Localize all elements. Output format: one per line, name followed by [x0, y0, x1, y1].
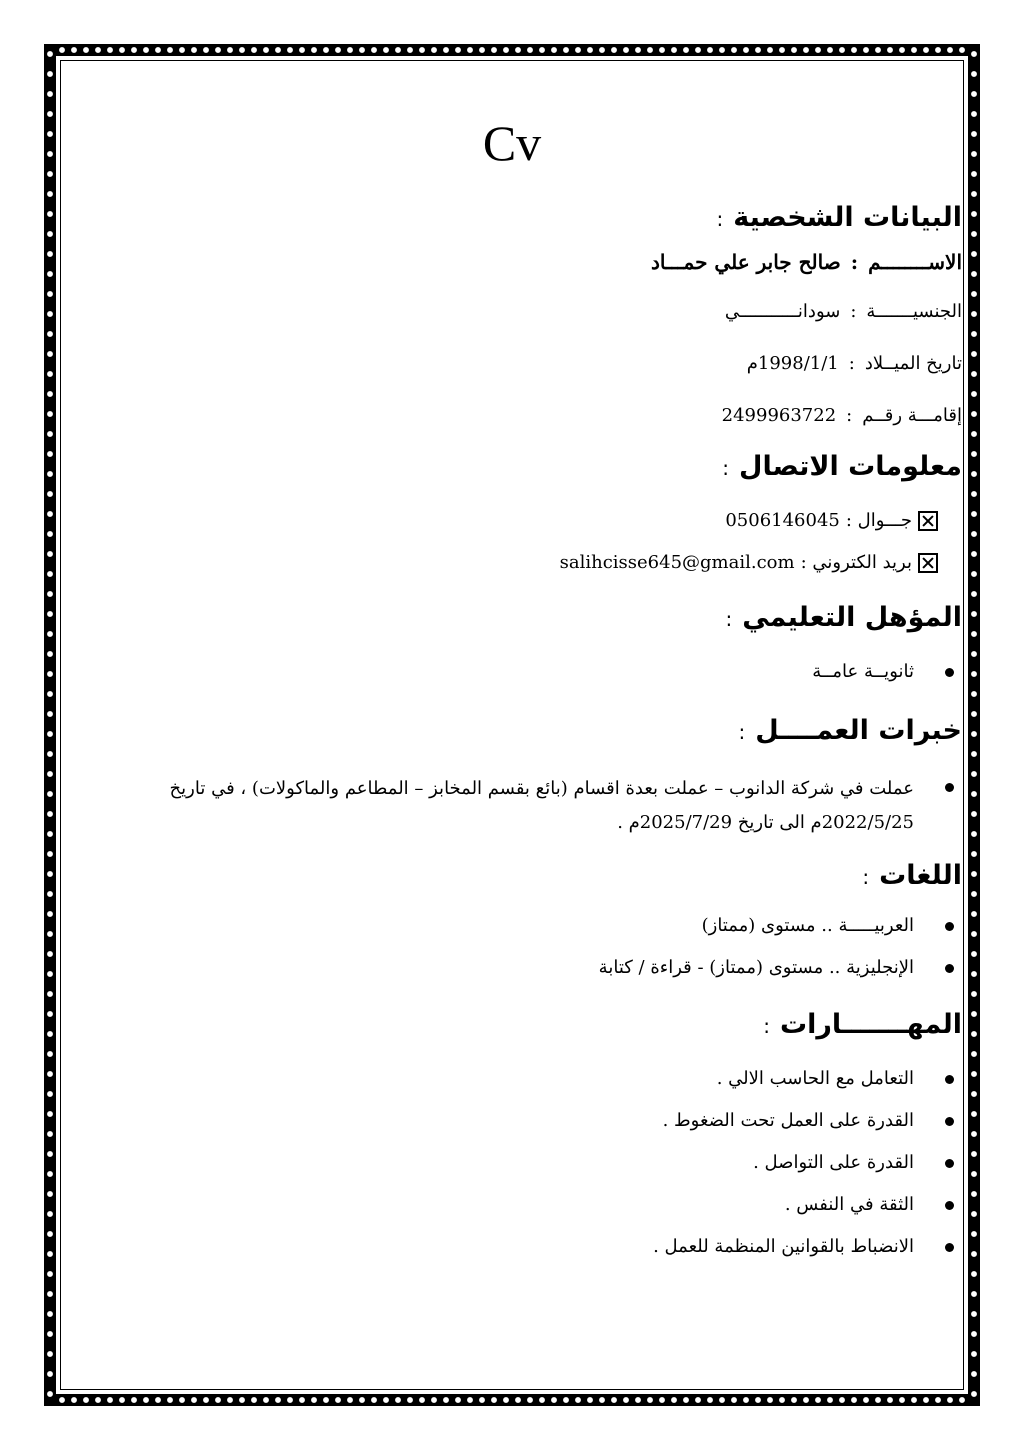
phone-label: جـــوال :	[845, 510, 912, 531]
section-heading	[132, 1003, 962, 1048]
section-heading	[132, 196, 962, 241]
name-label: الاســــــــم	[868, 250, 962, 274]
nationality-field: الجنسيـــــــة:سودانـــــــــــي	[132, 297, 962, 327]
section-heading	[132, 709, 962, 754]
list-item: الإنجليزية .. مستوى (ممتاز) - قراءة / كتابة	[132, 953, 914, 983]
border-bottom-ornament	[44, 1394, 980, 1406]
personal-section	[132, 196, 962, 431]
phone-row	[132, 506, 938, 536]
education-heading: المؤهل التعليمي	[742, 602, 962, 633]
heading-colon: :	[716, 207, 724, 231]
skills-heading: المهـــــــارات	[780, 1009, 962, 1040]
list-item: الانضباط بالقوانين المنظمة للعمل .	[132, 1232, 914, 1262]
heading-colon: :	[763, 1014, 770, 1038]
border-left-ornament	[44, 44, 56, 1406]
contact-heading: معلومات الاتصال	[739, 451, 962, 482]
personal-heading: البيانات الشخصية	[733, 202, 962, 233]
birthdate-value: 1998/1/1م	[746, 353, 839, 374]
list-item: الثقة في النفس .	[132, 1190, 914, 1220]
skills-section	[132, 1003, 962, 1262]
experience-list	[132, 772, 962, 840]
nationality-label: الجنسيـــــــة	[866, 301, 962, 322]
email-value: salihcisse645@gmail.com	[559, 552, 795, 573]
heading-colon: :	[862, 865, 870, 889]
education-section	[132, 596, 962, 687]
list-item: القدرة على العمل تحت الضغوط .	[132, 1106, 914, 1136]
list-item: العربيـــــة .. مستوى (ممتاز)	[132, 911, 914, 941]
list-item: عملت في شركة الدانوب – عملت بعدة اقسام (بائع بقسم المخابز – المطاعم والماكولات) ، في تاريخ 2022/5/25م الى تاريخ 2025/7/29م .	[132, 772, 914, 840]
section-heading	[132, 596, 962, 641]
nationality-value: سودانـــــــــــي	[724, 301, 841, 322]
birthdate-field: تاريخ الميــلاد:1998/1/1م	[132, 349, 962, 379]
contact-section	[132, 445, 962, 578]
experience-section	[132, 709, 962, 840]
checkbox-icon	[918, 511, 938, 531]
list-item: التعامل مع الحاسب الالي .	[132, 1064, 914, 1094]
cv-title: Cv	[482, 115, 542, 171]
border-top-ornament	[44, 44, 980, 56]
heading-colon: :	[725, 607, 733, 631]
phone-value: 0506146045	[725, 510, 840, 531]
heading-colon: :	[722, 456, 730, 480]
experience-heading: خبرات العمــــل	[755, 715, 962, 746]
skills-list	[132, 1064, 962, 1262]
cv-content	[132, 196, 962, 1262]
name-value: صالح جابر علي حمـــاد	[650, 250, 841, 274]
education-list	[132, 657, 962, 687]
languages-heading: اللغات	[879, 860, 962, 891]
list-item: القدرة على التواصل .	[132, 1148, 914, 1178]
name-field: الاســــــــم:صالح جابر علي حمـــاد	[132, 247, 962, 277]
border-right-ornament	[968, 44, 980, 1406]
languages-list	[132, 911, 962, 983]
residence-label: إقامـــة رقــم	[862, 405, 962, 426]
list-item: ثانويــة عامــة	[132, 657, 914, 687]
email-row	[132, 548, 938, 578]
email-label: بريد الكتروني :	[800, 552, 912, 573]
residence-field: إقامـــة رقــم:2499963722	[132, 401, 962, 431]
birthdate-label: تاريخ الميــلاد	[864, 353, 962, 374]
heading-colon: :	[738, 720, 746, 744]
section-heading	[132, 854, 962, 899]
section-heading	[132, 445, 962, 490]
checkbox-icon	[918, 553, 938, 573]
languages-section	[132, 854, 962, 983]
residence-value: 2499963722	[721, 405, 837, 426]
